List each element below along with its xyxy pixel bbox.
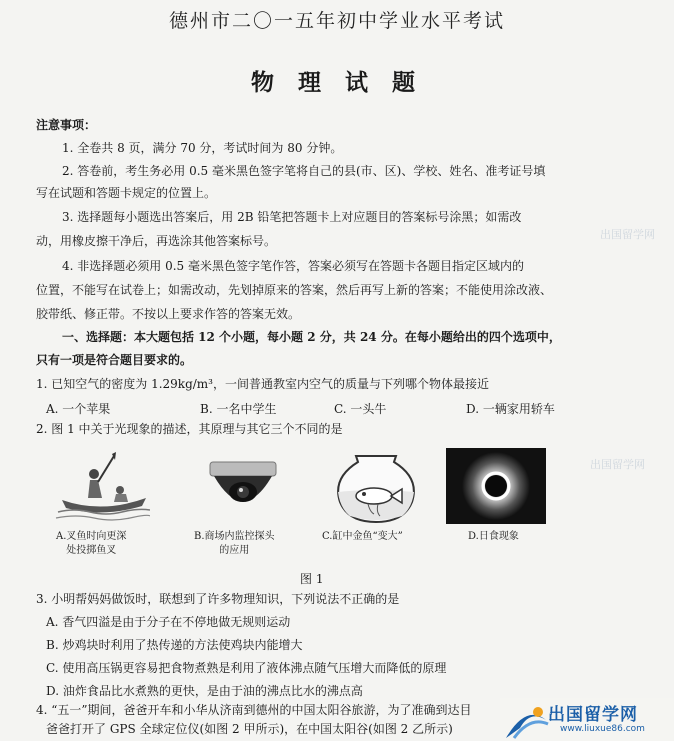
q1-option-a: A. 一个苹果 xyxy=(46,402,111,416)
watermark: 出国留学网 xyxy=(590,458,645,471)
notice-line: 位置，不能写在试卷上；如需改动，先划掉原来的答案，然后再写上新的答案；不能使用涂改液、 xyxy=(36,283,553,297)
fishbowl-image xyxy=(328,452,424,524)
question-1-stem: 1. 已知空气的密度为 1.29kg/m³，一间普通教室内空气的质量与下列哪个物体最接近 xyxy=(36,377,489,391)
figure-1-label: 图 1 xyxy=(300,572,324,586)
section-heading: 一、选择题：本大题包括 12 个小题，每小题 2 分，共 24 分。在每小题给出的四个选项中， xyxy=(62,330,561,344)
q1-option-b: B. 一名中学生 xyxy=(200,402,277,416)
caption-c xyxy=(322,530,403,544)
notice-line: 写在试题和答题卡规定的位置上。 xyxy=(36,186,217,200)
caption-b-line: 的应用 xyxy=(219,544,250,556)
notice-line: 2. 答卷前，考生务必用 0.5 毫米黑色签字笔将自己的县(市、区)、学校、姓名、准考证号填 xyxy=(62,164,546,178)
q3-option-d: D. 油炸食品比水煮熟的更快，是由于油的沸点比水的沸点高 xyxy=(46,684,363,698)
q1-option-c: C. 一头牛 xyxy=(334,402,387,416)
caption-b-line: B.商场内监控探头 xyxy=(194,531,275,542)
solar-eclipse-image xyxy=(446,448,546,524)
caption-b xyxy=(194,530,275,557)
site-logo-name: 出国留学网 xyxy=(548,705,638,725)
notice-line: 胶带纸、修正带。不按以上要求作答的答案无效。 xyxy=(36,307,301,321)
watermark: 出国留学网 xyxy=(600,228,655,241)
exam-title: 物 理 试 题 xyxy=(250,69,424,96)
fisherman-boat-image xyxy=(54,452,150,524)
notice-line: 4. 非选择题必须用 0.5 毫米黑色签字笔作答，答案必须写在答题卡各题目指定区域内的 xyxy=(62,259,524,273)
exam-header: 德州市二〇一五年初中学业水平考试 xyxy=(168,10,505,32)
q3-option-c: C. 使用高压锅更容易把食物煮熟是利用了液体沸点随气压增大而降低的原理 xyxy=(46,661,447,675)
notice-line: 动，用橡皮擦干净后，再选涂其他答案标号。 xyxy=(36,234,277,248)
caption-c-line: C.缸中金鱼“变大” xyxy=(322,531,403,542)
site-logo-url[interactable]: www.liuxue86.com xyxy=(560,724,645,734)
notice-heading: 注意事项： xyxy=(36,118,97,132)
caption-a-line: A.叉鱼时向更深 xyxy=(56,531,127,542)
caption-a-line: 处投掷鱼叉 xyxy=(66,544,117,556)
notice-line: 3. 选择题每小题选出答案后，用 2B 铅笔把答题卡上对应题目的答案标号涂黑；如需改 xyxy=(62,210,522,224)
q3-option-b: B. 炒鸡块时利用了热传递的方法使鸡块内能增大 xyxy=(46,638,303,652)
caption-d xyxy=(468,530,519,544)
q3-option-a: A. 香气四溢是由于分子在不停地做无规则运动 xyxy=(46,615,291,629)
question-4-line: 4. “五一”期间，爸爸开车和小华从济南到德州的中国太阳谷旅游，为了准确到达目 xyxy=(36,703,472,717)
security-camera-image xyxy=(196,452,292,524)
section-heading: 只有一项是符合题目要求的。 xyxy=(36,353,193,367)
question-3-stem: 3. 小明帮妈妈做饭时，联想到了许多物理知识，下列说法不正确的是 xyxy=(36,592,400,606)
question-4-line: 爸爸打开了 GPS 全球定位仪(如图 2 甲所示)，在中国太阳谷(如图 2 乙所示) xyxy=(46,722,453,736)
caption-d-line: D.日食现象 xyxy=(468,531,519,542)
question-2-stem: 2. 图 1 中关于光现象的描述，其原理与其它三个不同的是 xyxy=(36,422,343,436)
q1-option-d: D. 一辆家用轿车 xyxy=(466,402,555,416)
caption-a xyxy=(56,530,126,557)
notice-line: 1. 全卷共 8 页，满分 70 分，考试时间为 80 分钟。 xyxy=(62,141,343,155)
